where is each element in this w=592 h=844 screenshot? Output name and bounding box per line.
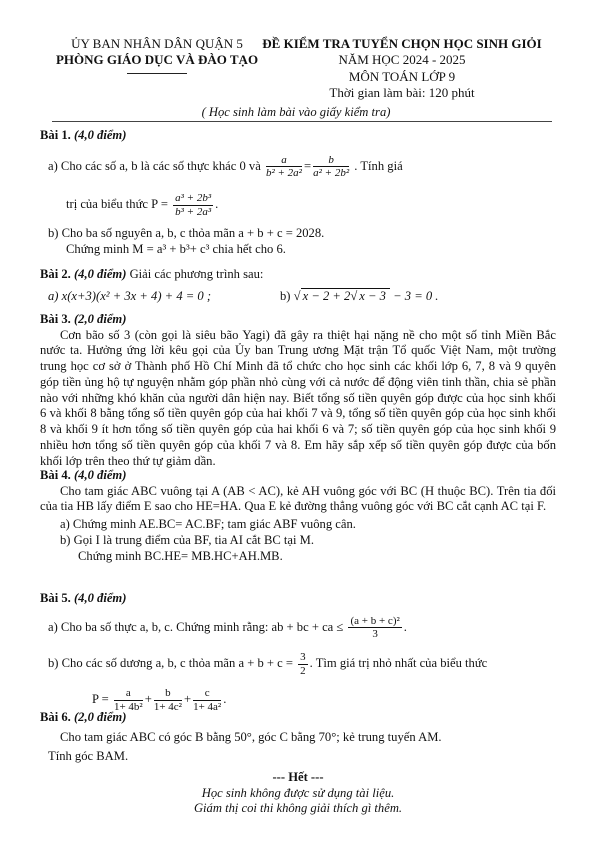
problem-6: Bài 6. (2,0 điểm) Cho tam giác ABC có góc B bằng 50°, góc C bằng 70°; kẻ trung tuyến AM. Tính góc BAM.: [40, 710, 556, 765]
footer-note-1: Học sinh không được sử dụng tài liệu.: [201, 785, 395, 800]
problem-1-points: (4,0 điểm): [73, 128, 127, 142]
problem-3: Bài 3. (2,0 điểm) Cơn bão số 3 (còn gọi là siêu bão Yagi) đã gây ra thiệt hại nặng nề cho một số tỉnh Miền Bắc nước ta. Hưởng ứng lời kêu gọi của Ủy ban Trung ương Mặt trận Tổ quốc Việt Nam, một trường trung học cơ sở ở Thành phố Hồ Chí Minh đã tổ chức cho học sinh các khối lớp 6, 7, 8 và 9 quyên góp tiền ủng hộ tự nguyện nhằm góp phần nhỏ cùng với cả nước để động viên tinh thần, chia sẻ phần nào với những khó khăn của người dân hiện nay. Biết tổng số tiền quyên góp được của học sinh khối 6 và khối 8 bằng tổng số tiền quyên góp của hai khối 7 và 9, tổng số tiền quyên góp của học sinh khối 8 và khối 9 ít hơn tổng số tiền quyên góp của hai khối 6 và 7; số tiền quyên góp của học sinh khối 9 nhiều hơn tổng số tiền quyên góp của khối 7 và 8. Em hãy sắp xếp số tiền quyên góp được của bốn khối lớp trên theo thứ tự giảm dần.: [40, 312, 556, 468]
problem-1a-text: a) Cho các số a, b là các số thực khác 0 và: [48, 158, 261, 173]
fraction-p: $\frac{\text{a³ + 2b³}}{\text{b³ + 2a³}}$: [175, 192, 212, 218]
problem-4-label: Bài 4.: [40, 468, 71, 482]
problem-3-text: Cơn bão số 3 (còn gọi là siêu bão Yagi) đã gây ra thiệt hại nặng nề cho một số tỉnh Miền Bắc nước ta. Hưởng ứng lời kêu gọi của Ủy ban Trung ương Mặt trận Tổ quốc Việt Nam, một trường trung học cơ sở ở Thành phố Hồ Chí Minh đã tổ chức cho học sinh các khối lớp 6, 7, 8 và 9 quyên góp tiền ủng hộ tự nguyện nhằm góp phần nhỏ cùng với cả nước để động viên tinh thần, chia sẻ phần nào với những khó khăn của người dân hiện nay. Biết tổng số tiền quyên góp được của học sinh khối 6 và khối 8 bằng tổng số tiền quyên góp của hai khối 7 và 9, tổng số tiền quyên góp của học sinh khối 8 và khối 9 ít hơn tổng số tiền quyên góp của hai khối 6 và 7; số tiền quyên góp của học sinh khối 9 nhiều hơn tổng số tiền quyên góp của khối 7 và 8. Em hãy sắp xếp số tiền quyên góp được của bốn khối lớp trên theo thứ tự giảm dần.: [40, 327, 556, 468]
problem-1: Bài 1. (4,0 điểm) a) Cho các số a, b là các số thực khác 0 và $\frac{a}{\text{b² + 2a²}}$ = $\frac{b}{\text{a² + 2b²}}$ . Tính giá trị của biểu thức P = $\frac{\text{a³ + 2b³}}{\text{b³ + 2a³}}$ . b) Cho ba số nguyên a, b, c thỏa mãn a + b + c = 2028. Chứng minh M = a³ + b³+ c³ chia hết cho 6.: [40, 128, 556, 258]
header-left: [52, 36, 262, 74]
problem-5b-expression: P = $\frac{a}{\text{1+ 4b²}}$ + $\frac{b}{\text{1+ 4c²}}$ + $\frac{c}{\text{1+ 4a²}}$ .: [92, 687, 227, 713]
subject: MÔN TOÁN LỚP 9: [348, 68, 456, 84]
time-limit: Thời gian làm bài: 120 phút: [329, 84, 475, 100]
problem-5: Bài 5. (4,0 điểm) a) Cho ba số thực a, b, c. Chứng minh rằng: ab + bc + ca ≤ $\frac{\text{(a + b + c)²}}{3}$ . b) Cho các số dương a, b, c thỏa mãn a + b + c = $\frac{3}{2}$ . Tìm giá trị nhỏ nhất của biểu thức P = $\frac{a}{\text{1+ 4b²}}$ + $\frac{b}{\text{1+ 4c²}}$ + $\frac{c}{\text{1+ 4a²}}$ .: [40, 591, 556, 714]
problem-1b-claim: Chứng minh M = a³ + b³+ c³ chia hết cho 6.: [66, 242, 286, 257]
problem-4: Bài 4. (4,0 điểm) Cho tam giác ABC vuông tại A (AB < AC), kẻ AH vuông góc với BC (H thuộc BC). Trên tia đối của tia HB lấy điểm E sao cho HE=HA. Qua E kẻ đường thẳng vuông góc với BC cắt cạnh AC tại F. a) Chứng minh AE.BC= AC.BF; tam giác ABF vuông cân. b) Gọi I là trung điểm của BF, tia AI cắt BC tại M. Chứng minh BC.HE= MB.HC+AH.MB.: [40, 468, 556, 563]
district-committee: ỦY BAN NHÂN DÂN QUẬN 5: [71, 36, 243, 51]
equation-b: b) √ x − 2 + 2√ x − 3 − 3 = 0 .: [280, 288, 439, 303]
problem-2: Bài 2. (4,0 điểm) Giải các phương trình sau: a) x(x+3)(x² + 3x + 4) + 4 = 0 ; b) √ x − 2 + 2√ x − 3 − 3 = 0 .: [40, 267, 439, 303]
fraction-sum-squared: $\frac{\text{(a + b + c)²}}{3}$: [350, 614, 400, 641]
problem-6-question: Tính góc BAM.: [48, 749, 129, 764]
problem-5b: b) Cho các số dương a, b, c thỏa mãn a + b + c = $\frac{3}{2}$ . Tìm giá trị nhỏ nhất của biểu thức: [48, 651, 488, 677]
problem-1b-text: b) Cho ba số nguyên a, b, c thỏa mãn a + b + c = 2028.: [48, 226, 325, 241]
problem-4a: a) Chứng minh AE.BC= AC.BF; tam giác ABF vuông cân.: [60, 517, 356, 532]
education-office: PHÒNG GIÁO DỤC VÀ ĐÀO TẠO: [55, 52, 259, 68]
equation-a: a) x(x+3)(x² + 3x + 4) + 4 = 0 ;: [48, 288, 212, 303]
problem-1a-expr-label: trị của biểu thức P =: [66, 197, 168, 212]
problem-4b: b) Gọi I là trung điểm của BF, tia AI cắt BC tại M.: [60, 532, 314, 547]
header-divider: [127, 73, 187, 74]
header-right: [252, 36, 552, 101]
problem-2-intro: Giải các phương trình sau:: [129, 267, 264, 281]
fraction-b-over: $\frac{b}{\text{a² + 2b²}}$: [313, 153, 350, 180]
footer: [40, 770, 556, 817]
problem-5-label: Bài 5.: [40, 591, 71, 605]
instruction-note: ( Học sinh làm bài vào giấy kiểm tra): [201, 105, 391, 119]
problem-4-text: Cho tam giác ABC vuông tại A (AB < AC), kẻ AH vuông góc với BC (H thuộc BC). Trên tia đối của tia HB lấy điểm E sao cho HE=HA. Qua E kẻ đường thẳng vuông góc với BC cắt cạnh AC tại F.: [40, 483, 556, 514]
end-marker: --- Hết ---: [272, 770, 324, 784]
school-year: NĂM HỌC 2024 - 2025: [338, 52, 466, 68]
problem-6-label: Bài 6.: [40, 710, 71, 724]
problem-5a: a) Cho ba số thực a, b, c. Chứng minh rằng: ab + bc + ca ≤ $\frac{\text{(a + b + c)²}}{3}$ .: [48, 614, 407, 641]
fraction-three-halves: $\frac{3}{2}$: [300, 651, 306, 677]
problem-3-label: Bài 3.: [40, 312, 71, 326]
problem-4b-claim: Chứng minh BC.HE= MB.HC+AH.MB.: [78, 548, 283, 563]
note-divider: [52, 121, 552, 122]
problem-6-text: Cho tam giác ABC có góc B bằng 50°, góc C bằng 70°; kẻ trung tuyến AM.: [60, 729, 442, 744]
exam-title: ĐỀ KIỂM TRA TUYỂN CHỌN HỌC SINH GIỎI: [262, 36, 542, 51]
problem-1-label: Bài 1.: [40, 128, 71, 142]
problem-2-label: Bài 2.: [40, 267, 71, 281]
fraction-a-over: $\frac{a}{\text{b² + 2a²}}$: [265, 153, 302, 180]
footer-note-2: Giám thị coi thi không giải thích gì thêm.: [193, 801, 403, 816]
